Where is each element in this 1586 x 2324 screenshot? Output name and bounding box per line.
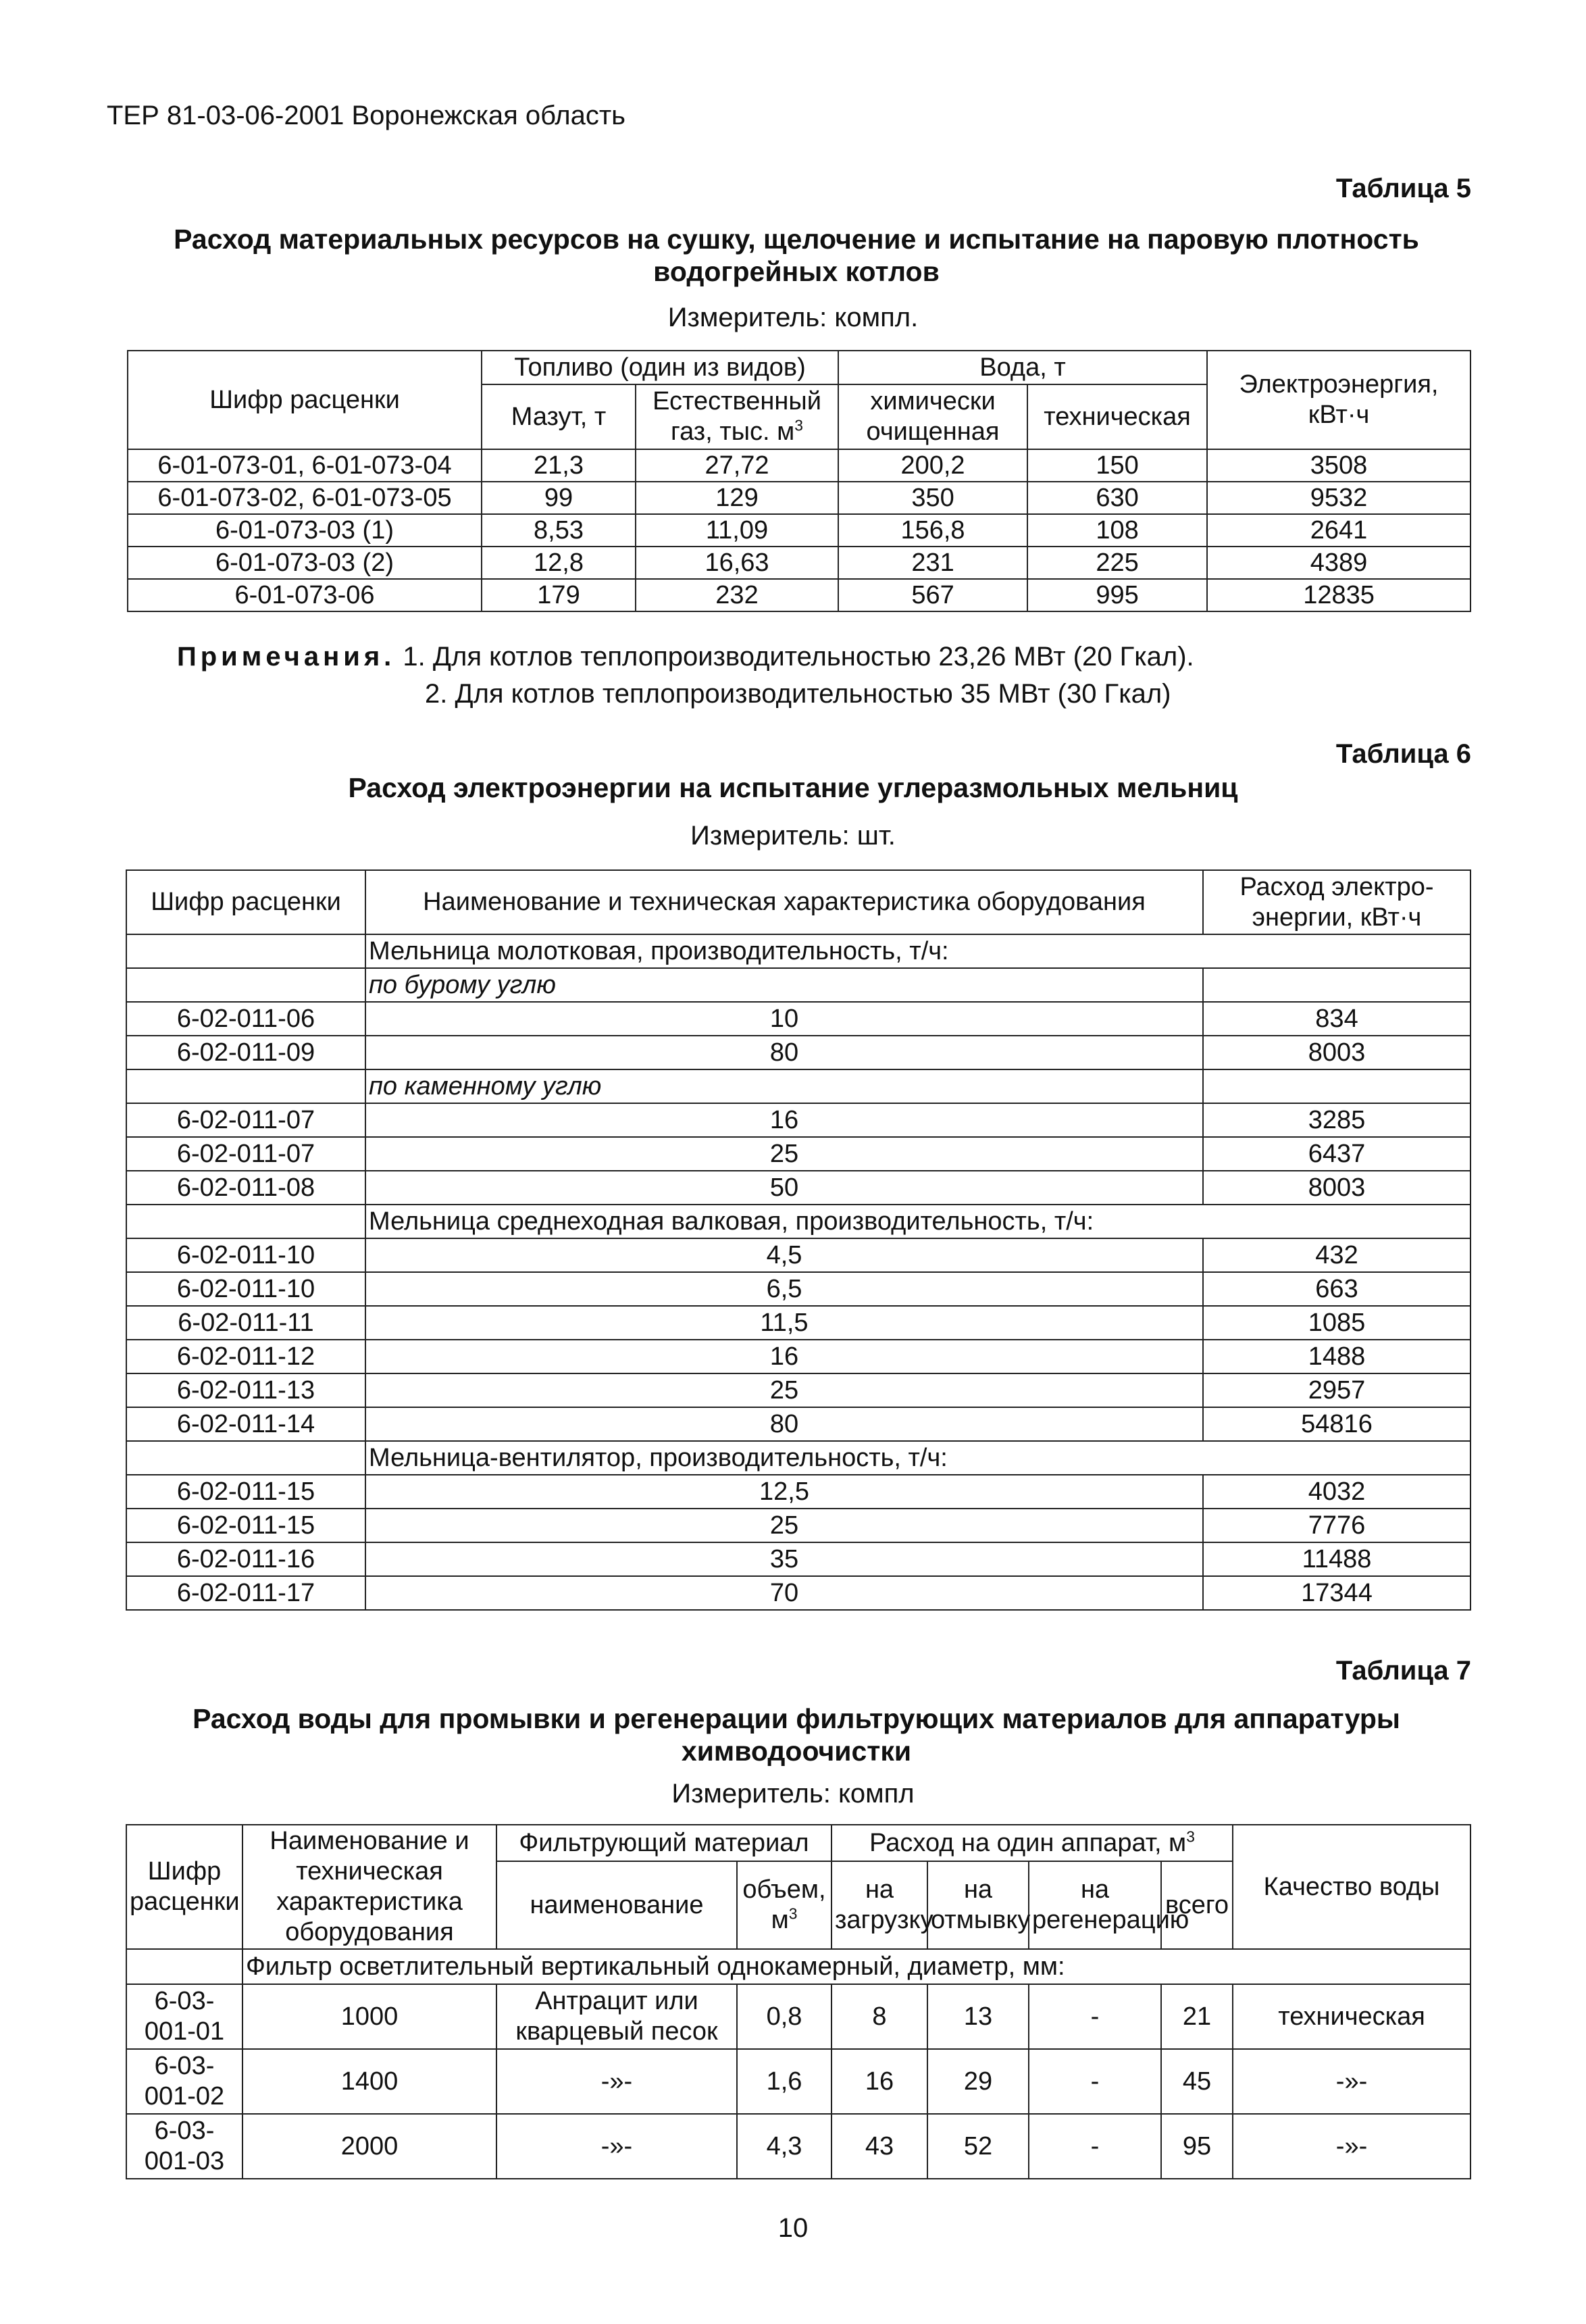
t5-cell-chem: 231 [838,547,1027,579]
t7-cell-total: 95 [1161,2114,1233,2179]
t7-header-quality: Качество воды [1233,1825,1470,1949]
t7-header-wash: на отмывку [927,1861,1029,1949]
t6-cell-code: 6-02-011-12 [126,1340,365,1373]
t7-cell-name: 2000 [242,2114,496,2179]
t7-header-regen: на регенерацию [1029,1861,1161,1949]
t6-cell-value: 12,5 [365,1475,1203,1509]
t6-subcategory: по бурому углю [365,968,1203,1002]
t5-row [128,514,1470,547]
t6-cell-empty [126,1441,365,1475]
t6-cell-value: 80 [365,1407,1203,1441]
t5-cell-power: 12835 [1207,579,1470,611]
t6-row [126,1137,1470,1171]
t7-header-code: Шифр расценки [126,1825,242,1949]
t7-body [126,1984,1470,2179]
t6-cell-power: 3285 [1203,1103,1470,1137]
t5-row [128,449,1470,482]
t6-cell-power: 6437 [1203,1137,1470,1171]
t6-cell-code: 6-02-011-08 [126,1171,365,1205]
t6-cell-empty [126,934,365,968]
t6-row [126,1340,1470,1373]
t5-cell-chem: 200,2 [838,449,1027,482]
table-6 [126,869,1471,1611]
t7-header-flow-text: Расход на один аппарат, м [869,1828,1187,1857]
t6-cell-power: 2957 [1203,1373,1470,1407]
t7-cell-code: 6-03-001-01 [126,1984,242,2049]
t7-cell-code: 6-03-001-03 [126,2114,242,2179]
t7-cell-load: 43 [832,2114,927,2179]
table-6-title: Расход электроэнергии на испытание углеразмольных мельниц [348,772,1238,803]
t5-cell-chem: 567 [838,579,1027,611]
t6-cell-power: 4032 [1203,1475,1470,1509]
t5-header-gas [636,384,838,449]
t5-cell-code: 6-01-073-06 [128,579,482,611]
t6-cell-value: 25 [365,1509,1203,1542]
t7-category-empty [126,1949,242,1984]
t5-cell-code: 6-01-073-01, 6-01-073-04 [128,449,482,482]
t7-cell-name: 1400 [242,2049,496,2114]
table-5-measure: Измеритель: компл. [667,303,919,332]
t6-category: Мельница среднеходная валковая, производительность, т/ч: [365,1205,1470,1238]
t6-row [126,1036,1470,1069]
page-number: 10 [777,2213,809,2243]
t7-header-filter: Фильтрующий материал [496,1825,832,1861]
t5-header-mazut: Мазут, т [482,384,636,449]
t6-cell-value: 6,5 [365,1272,1203,1306]
t7-category: Фильтр осветлительный вертикальный однокамерный, диаметр, мм: [242,1949,1470,1984]
t6-cell-empty [1203,968,1470,1002]
t5-cell-gas: 27,72 [636,449,838,482]
notes [177,638,1194,713]
t6-cell-power: 8003 [1203,1036,1470,1069]
table-7 [126,1824,1471,2179]
table-7-measure: Измеритель: компл [671,1779,915,1809]
table-6-label: Таблица 6 [1335,739,1471,769]
t5-cell-power: 4389 [1207,547,1470,579]
t7-cell-material: -»- [496,2114,737,2179]
t5-cell-tech: 150 [1027,449,1207,482]
t6-cell-power: 834 [1203,1002,1470,1036]
t5-cell-gas: 232 [636,579,838,611]
t5-header-fuel: Топливо (один из видов) [482,351,838,384]
t7-cell-wash: 29 [927,2049,1029,2114]
t6-cell-code: 6-02-011-10 [126,1238,365,1272]
t5-header-code: Шифр расценки [128,351,482,449]
t5-row [128,482,1470,514]
t5-header-gas-line2: газ, тыс. м [671,418,795,446]
t5-row [128,547,1470,579]
t5-header-gas-sup: 3 [794,416,803,434]
t5-header-power: Электроэнергия, кВт·ч [1207,351,1470,449]
t6-cell-value: 80 [365,1036,1203,1069]
t5-cell-gas: 16,63 [636,547,838,579]
note-2: 2. Для котлов теплопроизводительностью 35 МВт (30 Гкал) [425,679,1171,709]
t6-row [126,1103,1470,1137]
t5-cell-tech: 630 [1027,482,1207,514]
t5-cell-power: 2641 [1207,514,1470,547]
t6-cell-code: 6-02-011-07 [126,1137,365,1171]
t6-row [126,1441,1470,1475]
t6-row [126,1407,1470,1441]
t6-cell-power: 11488 [1203,1542,1470,1576]
t5-cell-tech: 108 [1027,514,1207,547]
t6-cell-code: 6-02-011-07 [126,1103,365,1137]
t5-cell-code: 6-01-073-03 (1) [128,514,482,547]
t6-body [126,934,1470,1610]
t6-row [126,1475,1470,1509]
t5-cell-mazut: 99 [482,482,636,514]
t6-cell-value: 10 [365,1002,1203,1036]
t6-cell-empty [126,1069,365,1103]
t7-row [126,2049,1470,2114]
t6-row [126,1509,1470,1542]
t6-row [126,1306,1470,1340]
t6-category: Мельница молотковая, производительность, т/ч: [365,934,1470,968]
t6-header-power: Расход электро-энергии, кВт·ч [1203,870,1470,934]
t5-cell-chem: 156,8 [838,514,1027,547]
t7-header-vol-sup: 3 [788,1904,798,1923]
t6-row [126,1171,1470,1205]
t7-cell-regen: - [1029,2114,1161,2179]
t6-row [126,1205,1470,1238]
t5-header-chem-line2: очищенная [866,418,1000,446]
t6-cell-power: 8003 [1203,1171,1470,1205]
t5-cell-tech: 225 [1027,547,1207,579]
note-1: 1. Для котлов теплопроизводительностью 23,26 МВт (20 Гкал). [403,642,1194,672]
t5-header-chem-line1: химически [870,387,996,416]
t6-cell-empty [1203,1069,1470,1103]
t6-cell-empty [126,1205,365,1238]
t6-cell-code: 6-02-011-11 [126,1306,365,1340]
t6-header-code: Шифр расценки [126,870,365,934]
t6-row [126,1576,1470,1610]
t6-cell-value: 16 [365,1340,1203,1373]
t5-cell-code: 6-01-073-03 (2) [128,547,482,579]
t7-header-flow [832,1825,1233,1861]
t5-body [128,449,1470,611]
t5-cell-mazut: 12,8 [482,547,636,579]
t6-cell-value: 4,5 [365,1238,1203,1272]
t6-row [126,934,1470,968]
t6-header-name: Наименование и техническая характеристика оборудования [365,870,1203,934]
t6-cell-code: 6-02-011-15 [126,1475,365,1509]
t6-cell-value: 70 [365,1576,1203,1610]
t6-cell-power: 663 [1203,1272,1470,1306]
t7-header-load: на загрузку [832,1861,927,1949]
t6-row [126,968,1470,1002]
t5-header-chem [838,384,1027,449]
t7-header-total: всего [1161,1861,1233,1949]
t5-cell-gas: 129 [636,482,838,514]
table-6-measure: Измеритель: шт. [690,821,896,851]
notes-label: Примечания. [177,642,396,672]
t5-cell-gas: 11,09 [636,514,838,547]
t7-cell-vol: 4,3 [737,2114,832,2179]
table-5-label: Таблица 5 [1335,174,1471,203]
t6-cell-code: 6-02-011-13 [126,1373,365,1407]
t7-cell-material: -»- [496,2049,737,2114]
t7-cell-regen: - [1029,1984,1161,2049]
t7-cell-total: 21 [1161,1984,1233,2049]
table-5 [127,350,1471,612]
t6-row [126,1272,1470,1306]
t7-header-name: Наименование и техническая характеристика оборудования [242,1825,496,1949]
t6-row [126,1002,1470,1036]
t7-cell-name: 1000 [242,1984,496,2049]
t7-cell-load: 8 [832,1984,927,2049]
page-header: ТЕР 81-03-06-2001 Воронежская область [107,101,626,130]
t6-cell-code: 6-02-011-10 [126,1272,365,1306]
t6-cell-power: 7776 [1203,1509,1470,1542]
t5-cell-power: 9532 [1207,482,1470,514]
t6-cell-value: 25 [365,1373,1203,1407]
table-5-title: Расход материальных ресурсов на сушку, щелочение и испытание на паровую плотность водогрейных котлов [174,224,1419,288]
t5-cell-mazut: 179 [482,579,636,611]
t6-cell-code: 6-02-011-06 [126,1002,365,1036]
t6-cell-code: 6-02-011-15 [126,1509,365,1542]
table-7-label: Таблица 7 [1335,1656,1471,1686]
t5-row [128,579,1470,611]
t5-header-water: Вода, т [838,351,1207,384]
t6-cell-value: 16 [365,1103,1203,1137]
t6-cell-value: 50 [365,1171,1203,1205]
t7-cell-quality: -»- [1233,2049,1470,2114]
t7-cell-material: Антрацит или кварцевый песок [496,1984,737,2049]
t5-header-gas-line1: Естественный [653,387,821,416]
t6-cell-value: 35 [365,1542,1203,1576]
t6-row [126,1069,1470,1103]
t7-header-vol-text: объем, м [742,1875,826,1934]
t5-cell-tech: 995 [1027,579,1207,611]
t7-cell-quality: -»- [1233,2114,1470,2179]
t6-category: Мельница-вентилятор, производительность, т/ч: [365,1441,1470,1475]
t5-cell-mazut: 21,3 [482,449,636,482]
t5-cell-mazut: 8,53 [482,514,636,547]
t7-cell-vol: 1,6 [737,2049,832,2114]
t5-cell-code: 6-01-073-02, 6-01-073-05 [128,482,482,514]
t6-cell-empty [126,968,365,1002]
t7-cell-regen: - [1029,2049,1161,2114]
t6-cell-code: 6-02-011-17 [126,1576,365,1610]
t7-header-vol [737,1861,832,1949]
t6-row [126,1238,1470,1272]
table-7-title: Расход воды для промывки и регенерации фильтрующих материалов для аппаратуры химводоочистки [193,1703,1400,1767]
t6-cell-code: 6-02-011-09 [126,1036,365,1069]
t6-cell-power: 17344 [1203,1576,1470,1610]
t6-cell-power: 54816 [1203,1407,1470,1441]
t6-cell-value: 25 [365,1137,1203,1171]
t7-row [126,1984,1470,2049]
t7-cell-load: 16 [832,2049,927,2114]
t5-cell-chem: 350 [838,482,1027,514]
t7-cell-quality: техническая [1233,1984,1470,2049]
t6-cell-power: 432 [1203,1238,1470,1272]
t7-cell-wash: 13 [927,1984,1029,2049]
t6-cell-code: 6-02-011-16 [126,1542,365,1576]
t6-cell-power: 1085 [1203,1306,1470,1340]
t7-cell-code: 6-03-001-02 [126,2049,242,2114]
t7-cell-total: 45 [1161,2049,1233,2114]
t6-cell-value: 11,5 [365,1306,1203,1340]
t7-header-flow-sup: 3 [1186,1827,1195,1845]
t5-cell-power: 3508 [1207,449,1470,482]
t7-row [126,2114,1470,2179]
t6-row [126,1542,1470,1576]
t6-subcategory: по каменному углю [365,1069,1203,1103]
t6-row [126,1373,1470,1407]
t7-cell-vol: 0,8 [737,1984,832,2049]
t7-header-fname: наименование [496,1861,737,1949]
t5-header-tech: техническая [1027,384,1207,449]
t7-cell-wash: 52 [927,2114,1029,2179]
t6-cell-code: 6-02-011-14 [126,1407,365,1441]
t6-cell-power: 1488 [1203,1340,1470,1373]
